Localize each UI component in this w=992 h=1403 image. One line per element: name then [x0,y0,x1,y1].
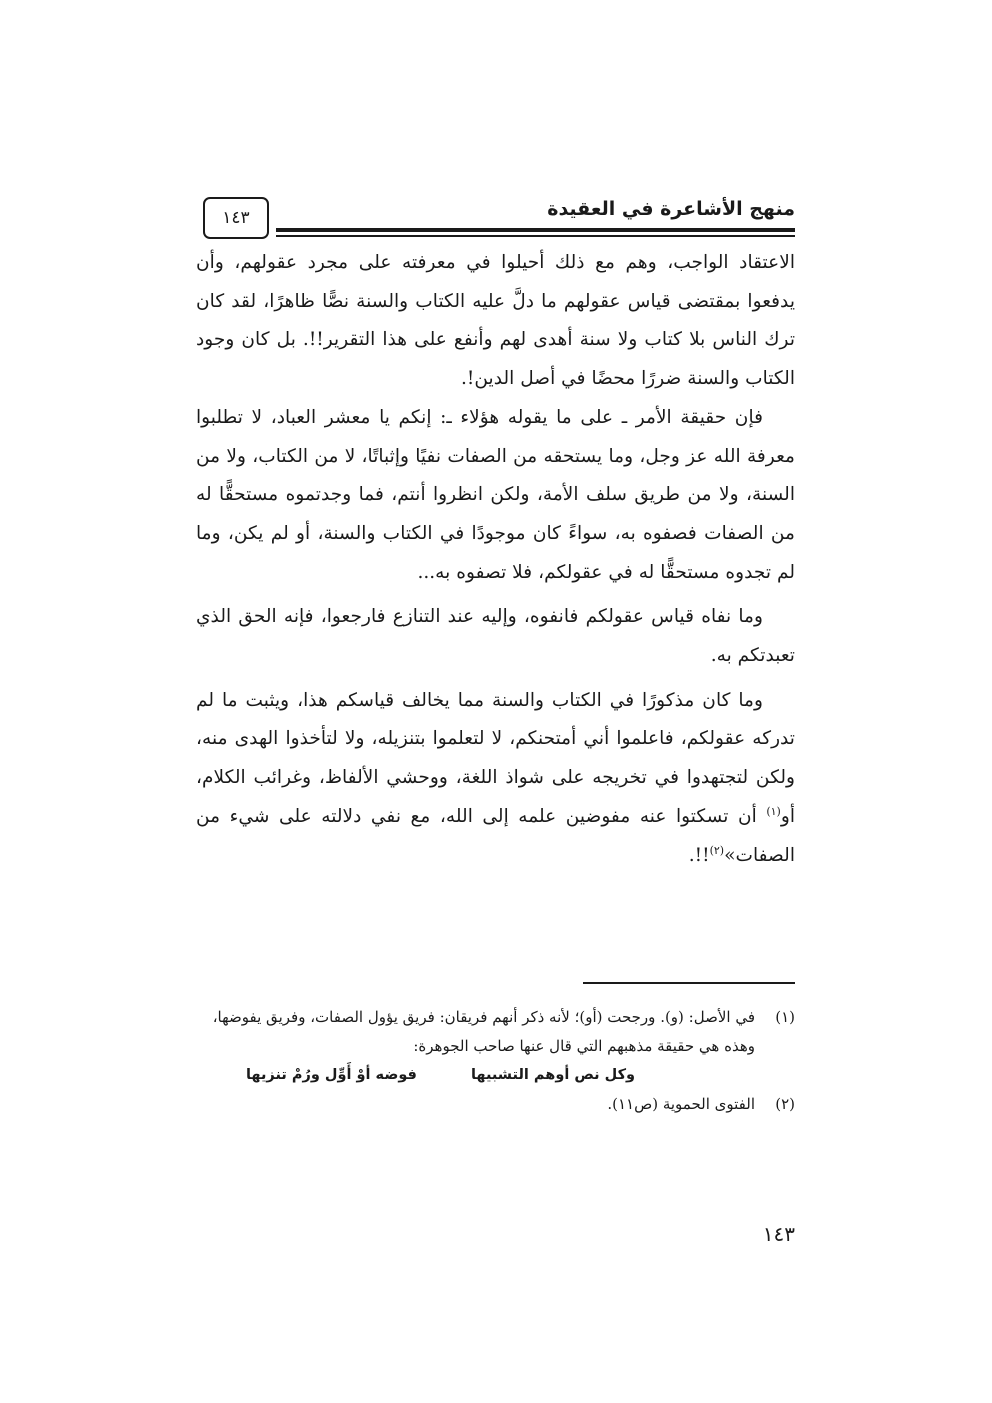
poetry-verse [196,1061,755,1090]
header-rule-thin [276,235,795,237]
footnote-text: في الأصل: (و). ورجحت (أو)؛ لأنه ذكر أنهم فريقان: فريق يؤول الصفات، وفريق يفوضها، وهذه هي حقيقة مذهبهم التي قال عنها صاحب الجوهرة: [212,1008,755,1055]
footnote-number: (٢) [775,1095,795,1113]
footnote-1 [196,1003,795,1090]
paragraph-4-text-a: وما كان مذكورًا في الكتاب والسنة مما يخالف قياسكم هذا، ويثبت ما لم تدركه عقولكم، فاعلموا أني أمتحنكم، لا لتعلموا بتنزيله، ولا لتأخذوا الهدى منه، ولكن لتجتهدوا في تخريجه على شواذ اللغة، ووحشي الألفاظ، وغرائب الكلام، أو [196,689,795,827]
paragraph-4 [196,682,795,876]
paragraph-4-text-c: !!. [688,844,710,866]
verse-second-hemistich: فوضه أوْ أَوِّل ورُمْ تنزيها [245,1067,417,1083]
footnotes [196,1003,795,1119]
footnote-separator [583,982,795,984]
paragraph-2: فإن حقيقة الأمر ـ على ما يقوله هؤلاء ـ: إنكم يا معشر العباد، لا تطلبوا معرفة الله عز وجل، وما يستحقه من الصفات نفيًا وإثباتًا، لا من الكتاب، ولا من السنة، ولا من طريق سلف الأمة، ولكن انظروا أنتم، فما وجدتموه مستحقًّا له من الصفات فصفوه به، سواءً كان موجودًا في الكتاب والسنة، أو لم يكن، وما لم تجدوه مستحقًّا له في عقولكم، فلا تصفوه به... [196,406,795,583]
header-page-number: ١٤٣ [222,208,250,228]
footnote-number: (١) [775,1008,795,1026]
running-header-title: منهج الأشاعرة في العقيدة [547,198,795,220]
footnote-2 [196,1090,795,1119]
footnote-ref-2[interactable]: (٢) [709,843,725,857]
verse-first-hemistich: وكل نص أوهم التشبيها [470,1067,636,1083]
paragraph-4-text-b: أن تسكتوا عنه مفوضين علمه إلى الله، مع نفي دلالته على شيء من الصفات» [196,805,795,866]
header-rule-thick [276,228,795,232]
paragraph-3: وما نفاه قياس عقولكم فانفوه، وإليه عند التنازع فارجعوا، فإنه الحق الذي تعبدتكم به. [196,606,795,667]
footer-page-number: ١٤٣ [762,1222,795,1246]
footnote-body [196,1003,755,1090]
footnote-ref-1[interactable]: (١) [766,804,781,818]
main-text [196,244,795,875]
header-page-number-box [203,197,269,239]
paragraph-1: الاعتقاد الواجب، وهم مع ذلك أحيلوا في معرفته على مجرد عقولهم، وأن يدفعوا بمقتضى قياس عقولهم ما دلَّ عليه الكتاب والسنة نصًّا ظاهرًا، لقد كان ترك الناس بلا كتاب ولا سنة أهدى لهم وأنفع على هذا التقرير!!. بل كان وجود الكتاب والسنة ضررًا محضًا في أصل الدين!. [196,252,795,390]
footnote-text: الفتوى الحموية (ص١١). [607,1095,755,1113]
